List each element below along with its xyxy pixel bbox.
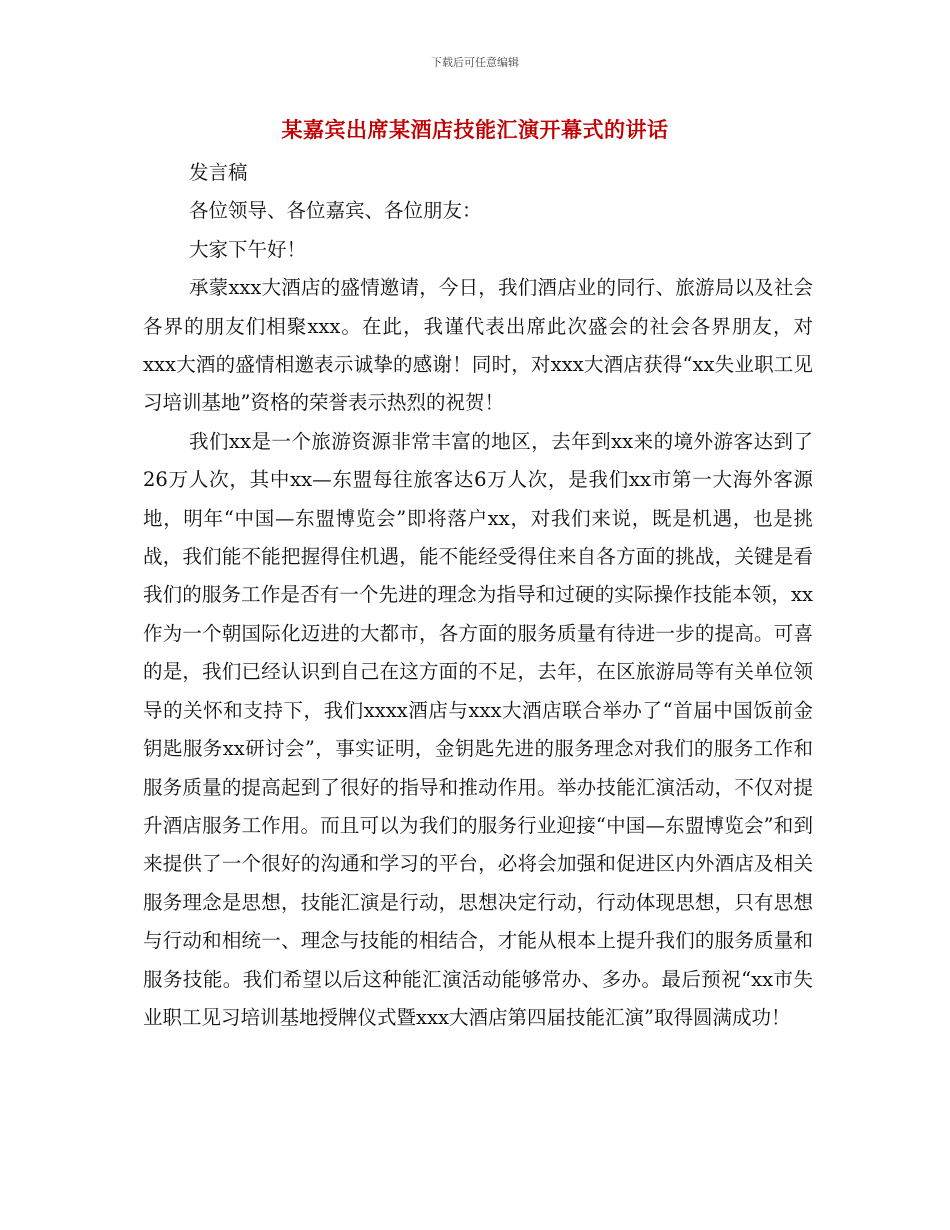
paragraph-thanks: 承蒙xxx大酒店的盛情邀请，今日，我们酒店业的同行、旅游局以及社会各界的朋友们相聚xxx。在此，我谨代表出席此次盛会的社会各界朋友，对xxx大酒的盛情相邀表示诚挚的感谢！同时，对xxx大酒店获得“xx失业职工见习培训基地”资格的荣誉表示热烈的祝贺！ [143, 276, 813, 415]
document-body [143, 154, 813, 1037]
paragraph-greeting: 大家下午好！ [189, 237, 307, 261]
header-note: 下载后可任意编辑 [431, 56, 519, 69]
paragraph-label: 发言稿 [189, 161, 248, 184]
paragraph-salutation: 各位领导、各位嘉宾、各位朋友： [189, 199, 482, 223]
paragraph-main: 我们xx是一个旅游资源非常丰富的地区，去年到xx来的境外游客达到了26万人次，其中xx—东盟每往旅客达6万人次，是我们xx市第一大海外客源地，明年“中国—东盟博览会”即将落户xx，对我们来说，既是机遇，也是挑战，我们能不能把握得住机遇，能不能经受得住来自各方面的挑战，关键是看我们的服务工作是否有一个先进的理念为指导和过硬的实际操作技能本领，xx作为一个朝国际化迈进的大都市，各方面的服务质量有待进一步的提高。可喜的是，我们已经认识到自己在这方面的不足，去年，在区旅游局等有关单位领导的关怀和支持下，我们xxxx酒店与xxx大酒店联合举办了“首届中国饭前金钥匙服务xx研讨会”，事实证明，金钥匙先进的服务理念对我们的服务工作和服务质量的提高起到了很好的指导和推动作用。举办技能汇演活动，不仅对提升酒店服务工作用。而且可以为我们的服务行业迎接“中国—东盟博览会”和到来提供了一个很好的沟通和学习的平台，必将会加强和促进区内外酒店及相关服务理念是思想，技能汇演是行动，思想决定行动，行动体现思想，只有思想与行动和相统一、理念与技能的相结合，才能从根本上提升我们的服务质量和服务技能。我们希望以后这种能汇演活动能够常办、多办。最后预祝“xx市失业职工见习培训基地授牌仪式暨xxx大酒店第四届技能汇演”取得圆满成功！ [143, 429, 813, 1029]
document-title: 某嘉宾出席某酒店技能汇演开幕式的讲话 [281, 117, 669, 142]
